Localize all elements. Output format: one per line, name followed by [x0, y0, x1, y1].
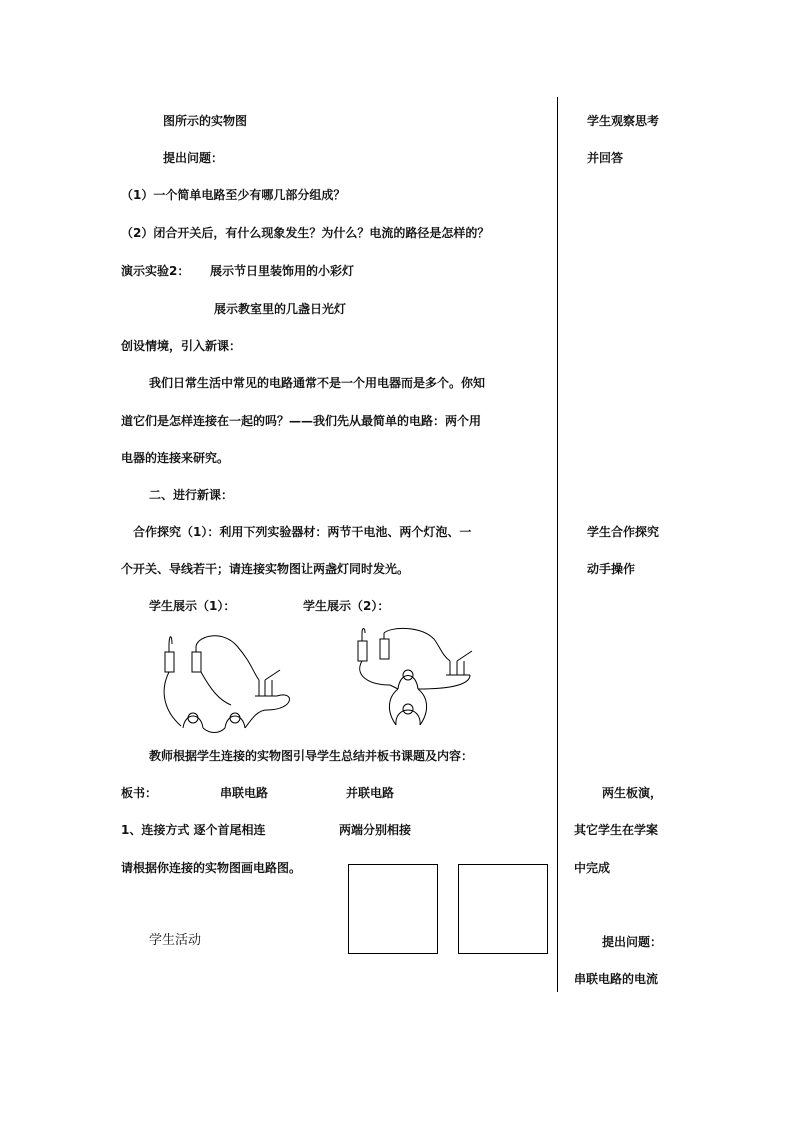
text-student-activity: 学生活动	[149, 933, 202, 948]
text-coop-line-2: 个开关、导线若干；请连接实物图让两盏灯同时发光。	[121, 562, 410, 576]
side-text-8: 提出问题：	[602, 935, 663, 949]
text-demo2-label: 演示实验2：	[121, 264, 190, 278]
text-student-show-1: 学生展示（1）：	[149, 599, 236, 613]
text-line-1: 图所示的实物图	[163, 114, 248, 128]
text-board-label: 板书：	[121, 786, 158, 800]
drawing-box-series	[348, 864, 438, 954]
side-text-4: 动手操作	[587, 562, 636, 576]
text-paragraph-line-2: 道它们是怎样连接在一起的吗？——我们先从最简单的电路：两个用	[121, 414, 482, 428]
side-text-6: 其它学生在学案	[574, 823, 659, 837]
side-text-2: 并回答	[587, 151, 624, 165]
text-demo2-item-1: 展示节日里装饰用的小彩灯	[210, 264, 355, 278]
text-demo2-item-2: 展示教室里的几盏日光灯	[214, 302, 347, 316]
drawing-box-parallel	[458, 864, 548, 954]
text-section-2: 二、进行新课：	[149, 488, 234, 502]
text-question-1: （1）一个简单电路至少有哪几部分组成？	[121, 188, 346, 202]
text-connection-method: 1、连接方式 逐个首尾相连	[121, 823, 266, 837]
text-situation: 创设情境，引入新课：	[121, 339, 242, 353]
text-paragraph-line-3: 电器的连接来研究。	[121, 451, 230, 465]
circuit-diagram-parallel	[350, 625, 480, 730]
side-text-1: 学生观察思考	[587, 114, 660, 128]
text-teacher-guide: 教师根据学生连接的实物图引导学生总结并板书课题及内容：	[149, 749, 474, 763]
text-paragraph-line-1: 我们日常生活中常见的电路通常不是一个用电器而是多个。你知	[149, 376, 486, 390]
text-series-circuit: 串联电路	[220, 786, 269, 800]
text-parallel-circuit: 并联电路	[346, 786, 395, 800]
text-student-show-2: 学生展示（2）：	[303, 599, 390, 613]
side-text-3: 学生合作探究	[587, 525, 660, 539]
text-questions-heading: 提出问题：	[163, 151, 224, 165]
text-question-2: （2）闭合开关后，有什么现象发生？为什么？电流的路径是怎样的？	[121, 226, 490, 240]
text-coop-line-1: 合作探究（1）：利用下列实验器材：两节干电池、两个灯泡、一	[133, 525, 472, 539]
text-draw-prompt: 请根据你连接的实物图画电路图。	[121, 861, 302, 875]
column-divider	[557, 97, 558, 992]
side-text-9: 串联电路的电流	[574, 972, 659, 986]
text-parallel-method: 两端分别相接	[339, 823, 412, 837]
circuit-diagram-series	[155, 630, 295, 735]
side-text-5: 两生板演，	[602, 786, 663, 800]
side-text-7: 中完成	[574, 861, 611, 875]
